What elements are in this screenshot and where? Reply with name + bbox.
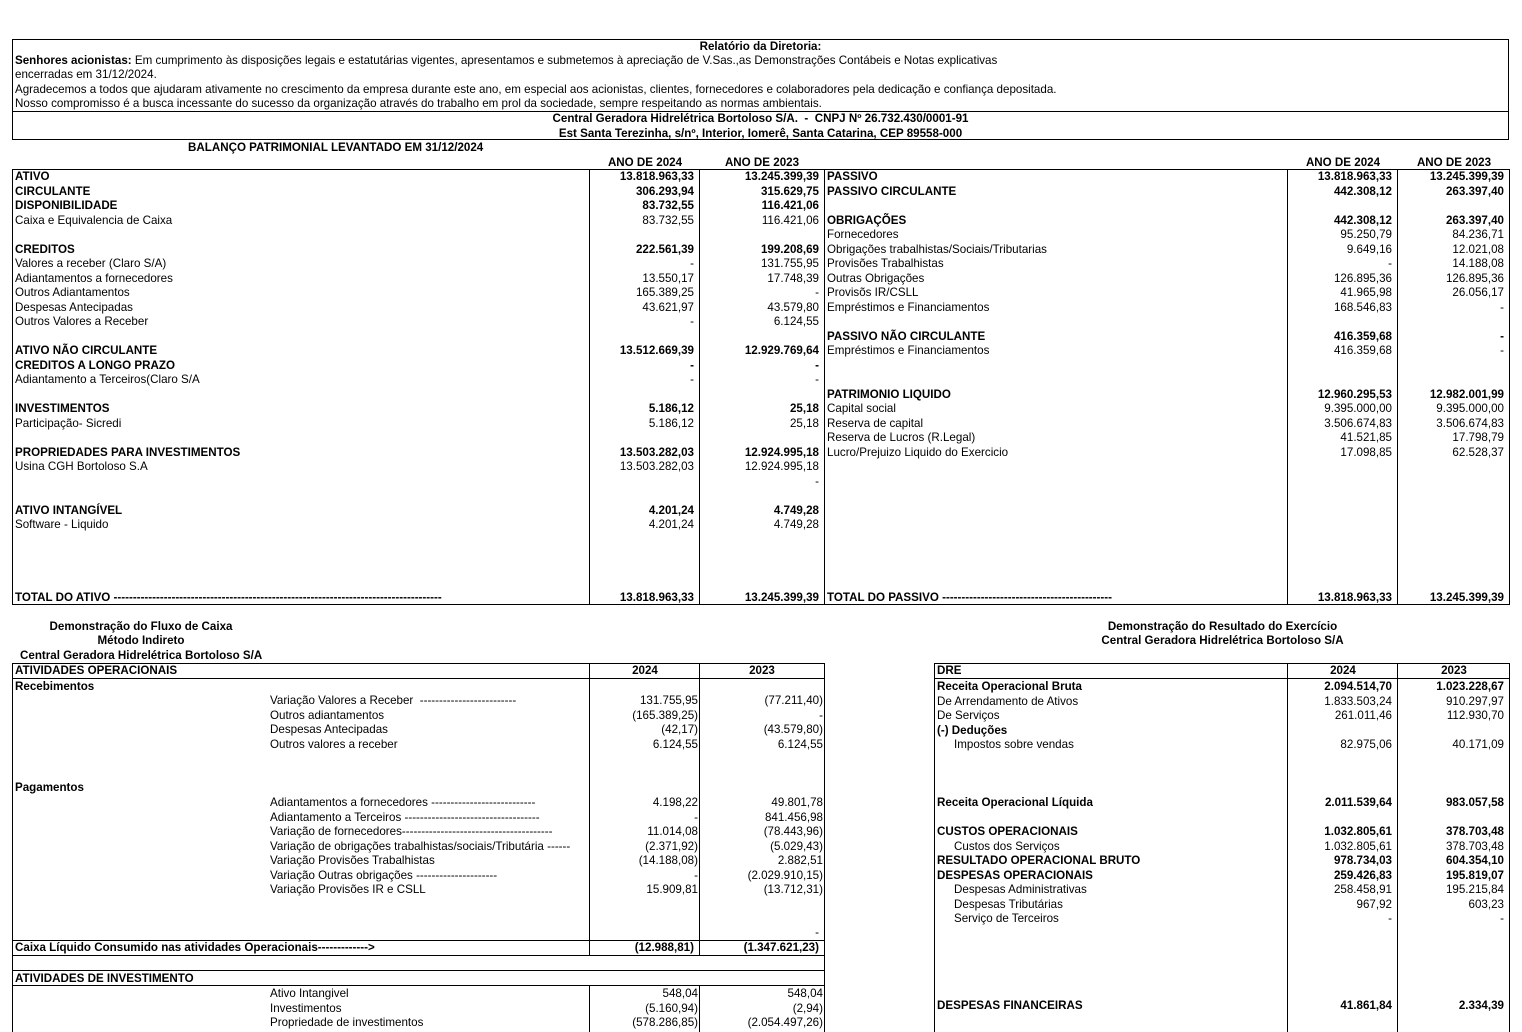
dre-row-value-2023: 112.930,70: [1446, 709, 1504, 722]
ativo-row-label: Adiantamento a Terceiros(Claro S/A: [15, 373, 200, 386]
dre-border-right: [1509, 663, 1510, 1032]
passivo-row-value-2024: 168.546,83: [1333, 300, 1392, 314]
passivo-row-value-2023: 12.982.001,99: [1429, 387, 1504, 401]
dfc-pag-row-label: Variação Provisões IR e CSLL: [270, 883, 426, 896]
ativo-row-value-2024: 5.186,12: [648, 416, 694, 430]
ativo-row-value-2023: 25,18: [789, 416, 819, 430]
passivo-col-2023: ANO DE 2023: [1416, 156, 1492, 169]
total-passivo-label: TOTAL DO PASSIVO --------------------------------------------: [827, 591, 1112, 604]
passivo-col-2024: ANO DE 2024: [1305, 156, 1381, 169]
dfc-company: Central Geradora Hidrelétrica Bortoloso S/A: [20, 649, 263, 662]
dfc-rec-row-value-2023: (43.579,80): [763, 723, 823, 736]
total-ativo-2024: 13.818.963,33: [619, 591, 694, 604]
passivo-row-value-2024: 9.649,16: [1346, 242, 1392, 256]
dre-row-value-2023: 378.703,48: [1445, 825, 1504, 838]
passivo-row-label: PATRIMONIO LIQUIDO: [827, 387, 951, 401]
passivo-row-value-2024: 13.818.963,33: [1317, 170, 1392, 183]
passivo-row-label: Reserva de Lucros (R.Legal): [827, 431, 976, 444]
dfc-col-2023: 2023: [749, 664, 775, 677]
dfc-rec-row-value-2024: 131.755,95: [639, 694, 698, 707]
ativo-row-label: PROPRIEDADES PARA INVESTIMENTOS: [15, 445, 241, 459]
balance-sep-1: [589, 169, 590, 605]
ativo-row-value-2024: 306.293,94: [635, 184, 694, 198]
ativo-row-label: CIRCULANTE: [15, 184, 91, 198]
passivo-row-label: Capital social: [827, 402, 896, 415]
dfc-inv-row-value-2023: (2.054.497,26): [747, 1016, 823, 1029]
dfc-rule-5: [12, 970, 825, 971]
ativo-row-label: CREDITOS A LONGO PRAZO: [15, 358, 175, 372]
ativo-row-value-2024: -: [690, 358, 694, 372]
passivo-row-value-2024: 17.098,85: [1340, 445, 1392, 459]
dfc-inv-row-value-2023: (2,94): [792, 1001, 823, 1015]
ativo-row-value-2024: 83.732,55: [642, 213, 694, 227]
dre-col-2023: 2023: [1441, 664, 1467, 677]
dfc-caixa-2023: (1.347.621,23): [743, 941, 819, 954]
dre-row-label: Despesas Tributárias: [954, 897, 1063, 911]
ativo-row-label: Valores a receber (Claro S/A): [15, 257, 167, 270]
ativo-row-value-2024: 43.621,97: [642, 300, 694, 314]
dre-row-value-2024: 2.094.514,70: [1324, 680, 1392, 693]
ativo-row-label: Usina CGH Bortoloso S.A: [15, 460, 148, 473]
report-title: Relatório da Diretoria:: [699, 40, 822, 53]
ativo-row-label: Outros Adiantamentos: [15, 286, 130, 299]
company-name: Central Geradora Hidrelétrica Bortoloso S/A. - CNPJ Nº 26.732.430/0001-91: [552, 112, 969, 125]
total-ativo-label: TOTAL DO ATIVO -------------------------------------------------------------------------------------: [15, 591, 442, 604]
dfc-pag-row-value-2023: 49.801,78: [771, 796, 823, 809]
dre-row-value-2024: 978.734,03: [1333, 854, 1392, 867]
dfc-inv-row-label: Propriedade de investimentos: [270, 1016, 424, 1029]
dfc-pag-row-label: Variação de fornecedores---------------------------------------: [270, 825, 553, 838]
balance-border-right: [1509, 169, 1510, 605]
passivo-row-label: Empréstimos e Financiamentos: [827, 344, 990, 357]
balance-bottom-rule: [12, 604, 1510, 605]
dre-row-value-2024: 261.011,46: [1334, 709, 1392, 722]
dre-row-label: DESPESAS FINANCEIRAS: [937, 999, 1083, 1012]
dfc-subtitle: Método Indireto: [97, 634, 185, 647]
dfc-pag-row-label: Adiantamento a Terceiros -----------------------------------: [270, 810, 540, 824]
ativo-row-value-2023: 116.421,06: [761, 213, 819, 227]
dfc-pag-row-value-2024: (14.188,08): [638, 854, 698, 867]
ativo-row-value-2024: 4.201,24: [648, 518, 694, 531]
dfc-rec-row-value-2023: -: [819, 708, 823, 722]
dre-row-value-2023: 2.334,39: [1458, 999, 1504, 1012]
dre-row-label: Impostos sobre vendas: [954, 738, 1074, 751]
dfc-rec-row-value-2024: 6.124,55: [652, 737, 698, 751]
dre-row-value-2023: 195.819,07: [1445, 868, 1504, 882]
dfc-pag-row-value-2024: -: [694, 810, 698, 824]
dfc-recebimentos: Recebimentos: [15, 680, 95, 693]
dre-rule-2: [934, 678, 1510, 679]
passivo-row-value-2024: 416.359,68: [1333, 344, 1392, 357]
dre-row-value-2023: 603,23: [1468, 897, 1504, 911]
dfc-pag-row-label: Variação Outras obrigações ---------------------: [270, 868, 498, 882]
passivo-row-label: Outras Obrigações: [827, 271, 925, 285]
dfc-title: Demonstração do Fluxo de Caixa: [49, 620, 233, 633]
dfc-rec-row-label: Outros valores a receber: [270, 737, 398, 751]
report-line-4: Nosso compromisso é a busca incessante do sucesso da organização através do trabalho em prol da sociedade, sempre respeitando as normas ambientais.: [15, 97, 822, 110]
passivo-row-value-2023: 9.395.000,00: [1436, 402, 1504, 415]
passivo-row-value-2023: -: [1500, 344, 1504, 357]
balance-title: BALANÇO PATRIMONIAL LEVANTADO EM 31/12/2024: [188, 141, 484, 154]
passivo-row-value-2024: -: [1388, 257, 1392, 270]
passivo-row-label: PASSIVO: [827, 170, 878, 183]
ativo-row-label: CREDITOS: [15, 242, 75, 256]
dre-row-value-2023: 1.023.228,67: [1436, 680, 1504, 693]
ativo-row-value-2024: 13.512.669,39: [619, 344, 694, 357]
ativo-row-label: DISPONIBILIDADE: [15, 199, 118, 212]
ativo-row-value-2023: 13.245.399,39: [744, 170, 819, 183]
dre-row-label: De Arrendamento de Ativos: [937, 694, 1079, 708]
dfc-pag-row-value-2023: (5.029,43): [770, 839, 823, 853]
dfc-pag-row-value-2023: (13.712,31): [763, 883, 823, 896]
ativo-row-label: Participação- Sicredi: [15, 416, 122, 430]
dre-row-label: Receita Operacional Bruta: [937, 680, 1082, 693]
dfc-rule-2: [12, 678, 825, 679]
dfc-rec-row-label: Despesas Antecipadas: [270, 723, 388, 736]
dre-row-value-2024: 967,92: [1356, 897, 1392, 911]
passivo-row-label: PASSIVO CIRCULANTE: [827, 184, 957, 198]
dfc-rec-row-value-2024: (42,17): [661, 723, 698, 736]
passivo-row-value-2023: 62.528,37: [1452, 445, 1504, 459]
dfc-inv-row-value-2024: (578.286,85): [632, 1016, 698, 1029]
dre-row-value-2024: 1.032.805,61: [1324, 825, 1392, 838]
dfc-col-2024: 2024: [632, 664, 658, 677]
dre-row-value-2023: 40.171,09: [1452, 738, 1504, 751]
ativo-row-value-2023: 25,18: [789, 402, 819, 415]
ativo-row-value-2023: 4.749,28: [773, 503, 819, 517]
ativo-row-value-2023: 12.929.769,64: [744, 344, 819, 357]
total-passivo-2024: 13.818.963,33: [1317, 591, 1392, 604]
ativo-row-value-2024: 13.550,17: [642, 271, 694, 285]
dre-rule-1: [934, 663, 1510, 664]
dfc-caixa-2024: (12.988,81): [634, 941, 694, 954]
dfc-pagamentos: Pagamentos: [15, 781, 84, 794]
dre-row-label: DESPESAS OPERACIONAIS: [937, 868, 1093, 882]
passivo-row-label: Provisões Trabalhistas: [827, 257, 944, 270]
dre-row-value-2023: 910.297,97: [1445, 694, 1504, 708]
report-line-1: [15, 55, 997, 67]
report-line-3: Agradecemos a todos que ajudaram ativamente no crescimento da empresa durante este ano, em especial aos acionistas, clientes, fornecedores e colaboradores pela dedicação e confiança depositada.: [15, 83, 1057, 96]
passivo-row-label: PASSIVO NÃO CIRCULANTE: [827, 329, 986, 343]
dre-row-label: Receita Operacional Líquida: [937, 796, 1093, 809]
ativo-row-value-2024: 13.503.282,03: [619, 445, 694, 459]
dfc-rec-row-value-2023: (77.211,40): [764, 694, 823, 707]
passivo-row-label: Obrigações trabalhistas/Sociais/Tributarias: [827, 242, 1047, 256]
dre-row-value-2024: 41.861,84: [1340, 999, 1392, 1012]
ativo-col-2023: ANO DE 2023: [724, 156, 800, 169]
passivo-row-value-2024: 9.395.000,00: [1324, 402, 1392, 415]
dfc-border-right: [824, 663, 825, 1032]
dre-border-left: [934, 663, 935, 1032]
dre-row-label: CUSTOS OPERACIONAIS: [937, 825, 1078, 838]
passivo-row-value-2023: 126.895,36: [1445, 271, 1504, 285]
dfc-rule-4: [12, 955, 825, 956]
ativo-row-value-2024: -: [690, 373, 694, 386]
dfc-rec-row-label: Variação Valores a Receber -------------------------: [270, 694, 517, 707]
ativo-row-value-2023: 199.208,69: [760, 242, 819, 256]
dre-row-value-2023: 604.354,10: [1445, 854, 1504, 867]
passivo-row-value-2024: 41.965,98: [1340, 286, 1392, 299]
dfc-inv-row-value-2024: 548,04: [662, 987, 698, 1000]
ativo-row-label: Adiantamentos a fornecedores: [15, 271, 173, 285]
dfc-caixa-label: Caixa Líquido Consumido nas atividades Operacionais------------->: [15, 941, 375, 954]
total-ativo-2023: 13.245.399,39: [744, 591, 819, 604]
dfc-rec-row-label: Outros adiantamentos: [270, 708, 385, 722]
dfc-pag-row-label: Variação de obrigações trabalhistas/sociais/Tributária ------: [270, 839, 571, 853]
dre-subtitle: Central Geradora Hidrelétrica Bortoloso S/A: [1101, 634, 1344, 647]
ativo-row-label: ATIVO: [15, 170, 50, 183]
dfc-rec-row-value-2024: (165.389,25): [632, 708, 698, 722]
balance-sep-2: [699, 169, 700, 605]
dfc-inv-row-value-2024: (5.160,94): [645, 1001, 698, 1015]
dfc-pag-row-label: Adiantamentos a fornecedores ---------------------------: [270, 796, 536, 809]
dre-row-value-2024: 1.833.503,24: [1324, 694, 1392, 708]
dre-row-value-2023: -: [1500, 912, 1504, 925]
ativo-row-value-2023: -: [815, 474, 819, 488]
dre-row-label: Despesas Administrativas: [954, 883, 1087, 896]
dre-row-value-2024: 258.458,91: [1333, 883, 1392, 896]
passivo-row-value-2024: 41.521,85: [1340, 431, 1392, 444]
dfc-rec-row-value-2023: 6.124,55: [777, 737, 823, 751]
ativo-row-label: ATIVO INTANGÍVEL: [15, 503, 123, 517]
ativo-row-value-2023: 6.124,55: [773, 315, 819, 328]
ativo-row-value-2024: 222.561,39: [635, 242, 694, 256]
ativo-row-value-2024: 83.732,55: [642, 199, 694, 212]
dre-row-value-2024: 2.011.539,64: [1324, 796, 1392, 809]
passivo-row-value-2024: 416.359,68: [1333, 329, 1392, 343]
passivo-row-value-2023: 26.056,17: [1452, 286, 1504, 299]
dre-row-label: (-) Deduções: [937, 723, 1008, 737]
dfc-pag-row-value-2023: (78.443,96): [763, 825, 823, 838]
balance-border-left: [12, 169, 13, 605]
passivo-row-value-2024: 442.308,12: [1333, 184, 1392, 198]
passivo-row-value-2024: 12.960.295,53: [1317, 387, 1392, 401]
dfc-rule-6: [12, 985, 825, 986]
passivo-row-value-2024: 126.895,36: [1333, 271, 1392, 285]
ativo-row-value-2023: -: [815, 373, 819, 386]
dfc-dash-2023: -: [815, 926, 819, 939]
dfc-inv-row-label: Investimentos: [270, 1001, 342, 1015]
ativo-row-value-2024: -: [690, 315, 694, 328]
ativo-row-value-2023: 43.579,80: [767, 300, 819, 314]
dfc-pag-row-value-2023: 2.882,51: [777, 854, 823, 867]
dfc-pag-row-value-2024: -: [694, 868, 698, 882]
ativo-row-label: ATIVO NÃO CIRCULANTE: [15, 344, 158, 357]
ativo-row-value-2023: 17.748,39: [767, 271, 819, 285]
dre-row-value-2023: 983.057,58: [1445, 796, 1504, 809]
passivo-row-value-2024: 95.250,79: [1340, 228, 1392, 241]
ativo-row-value-2023: 131.755,95: [760, 257, 819, 270]
dfc-investimento-header: ATIVIDADES DE INVESTIMENTO: [15, 972, 194, 985]
dre-row-value-2024: 82.975,06: [1340, 738, 1392, 751]
passivo-row-value-2024: 3.506.674,83: [1324, 416, 1392, 430]
passivo-row-value-2023: 263.397,40: [1445, 213, 1504, 227]
dfc-border-left: [12, 663, 13, 1032]
ativo-row-value-2024: 165.389,25: [635, 286, 694, 299]
ativo-row-value-2023: 116.421,06: [761, 199, 819, 212]
dfc-inv-row-label: Ativo Intangivel: [270, 987, 349, 1000]
dre-title: Demonstração do Resultado do Exercício: [1107, 620, 1338, 633]
dfc-pag-row-value-2023: 841.456,98: [764, 810, 823, 824]
dre-row-value-2024: 1.032.805,61: [1324, 839, 1392, 853]
dfc-pag-row-value-2024: (2.371,92): [645, 839, 698, 853]
ativo-row-value-2023: -: [815, 286, 819, 299]
passivo-row-value-2023: 13.245.399,39: [1429, 170, 1504, 183]
ativo-row-label: Despesas Antecipadas: [15, 300, 133, 314]
report-line-2: encerradas em 31/12/2024.: [15, 68, 157, 81]
ativo-row-value-2024: 13.503.282,03: [619, 460, 694, 473]
ativo-row-label: Software - Liquido: [15, 518, 109, 531]
dre-row-value-2023: 378.703,48: [1445, 839, 1504, 853]
passivo-row-value-2023: -: [1500, 329, 1504, 343]
passivo-row-label: Lucro/Prejuizo Liquido do Exercicio: [827, 445, 1009, 459]
dfc-inv-row-value-2023: 548,04: [787, 987, 823, 1000]
passivo-row-value-2023: 263.397,40: [1445, 184, 1504, 198]
passivo-row-label: OBRIGAÇÕES: [827, 213, 907, 227]
dre-row-label: Custos dos Serviços: [954, 839, 1060, 853]
passivo-row-label: Fornecedores: [827, 228, 899, 241]
dre-row-label: De Serviços: [937, 709, 1000, 722]
ativo-row-value-2023: -: [815, 358, 819, 372]
dre-row-label: Serviço de Terceiros: [954, 912, 1059, 925]
ativo-col-2024: ANO DE 2024: [607, 156, 683, 169]
balance-sep-3: [824, 169, 825, 605]
dre-row-value-2024: 259.426,83: [1333, 868, 1392, 882]
ativo-row-value-2024: 4.201,24: [648, 503, 694, 517]
ativo-row-value-2024: 5.186,12: [648, 402, 694, 415]
ativo-row-value-2023: 12.924.995,18: [744, 460, 819, 473]
dfc-pag-row-value-2023: (2.029.910,15): [747, 868, 823, 882]
ativo-row-value-2023: 4.749,28: [773, 518, 819, 531]
ativo-row-value-2023: 12.924.995,18: [744, 445, 819, 459]
passivo-row-value-2023: 12.021,08: [1452, 242, 1504, 256]
dfc-pag-row-value-2024: 15.909,81: [646, 883, 698, 896]
ativo-row-label: INVESTIMENTOS: [15, 402, 110, 415]
report-line-1-text: Em cumprimento às disposições legais e estatutárias vigentes, apresentamos e submetemos à apreciação de V.Sas.,as Demonstrações Contábeis e Notas explicativas: [131, 54, 998, 67]
dfc-header: ATIVIDADES OPERACIONAIS: [15, 664, 178, 677]
passivo-row-value-2023: -: [1500, 300, 1504, 314]
dfc-sep-2a: [699, 663, 700, 956]
passivo-row-value-2023: 17.798,79: [1452, 431, 1504, 444]
ativo-row-label: Caixa e Equivalencia de Caixa: [15, 213, 173, 227]
passivo-row-value-2023: 84.236,71: [1452, 228, 1504, 241]
report-lead: Senhores acionistas:: [15, 54, 132, 67]
dfc-pag-row-value-2024: 11.014,08: [647, 825, 698, 838]
passivo-row-value-2023: 3.506.674,83: [1436, 416, 1504, 430]
dre-row-label: RESULTADO OPERACIONAL BRUTO: [937, 854, 1141, 867]
dre-row-value-2024: -: [1388, 912, 1392, 925]
passivo-row-label: Reserva de capital: [827, 416, 924, 430]
ativo-row-value-2024: 13.818.963,33: [619, 170, 694, 183]
dfc-sep-1a: [589, 663, 590, 956]
total-passivo-2023: 13.245.399,39: [1429, 591, 1504, 604]
passivo-row-value-2023: 14.188,08: [1452, 257, 1504, 270]
dre-col-2024: 2024: [1330, 664, 1356, 677]
dre-row-value-2023: 195.215,84: [1445, 883, 1504, 896]
dfc-pag-row-value-2024: 4.198,22: [652, 796, 698, 809]
passivo-row-label: Empréstimos e Financiamentos: [827, 300, 990, 314]
passivo-row-value-2024: 442.308,12: [1333, 213, 1392, 227]
dre-header: DRE: [937, 664, 962, 677]
passivo-row-label: Provisõs IR/CSLL: [827, 286, 919, 299]
dfc-pag-row-label: Variação Provisões Trabalhistas: [270, 854, 435, 867]
ativo-row-value-2023: 315.629,75: [760, 184, 819, 198]
company-address: Est Santa Terezinha, s/nº, Interior, Iomerê, Santa Catarina, CEP 89558-000: [558, 127, 963, 140]
ativo-row-label: Outros Valores a Receber: [15, 315, 149, 328]
ativo-row-value-2024: -: [690, 257, 694, 270]
